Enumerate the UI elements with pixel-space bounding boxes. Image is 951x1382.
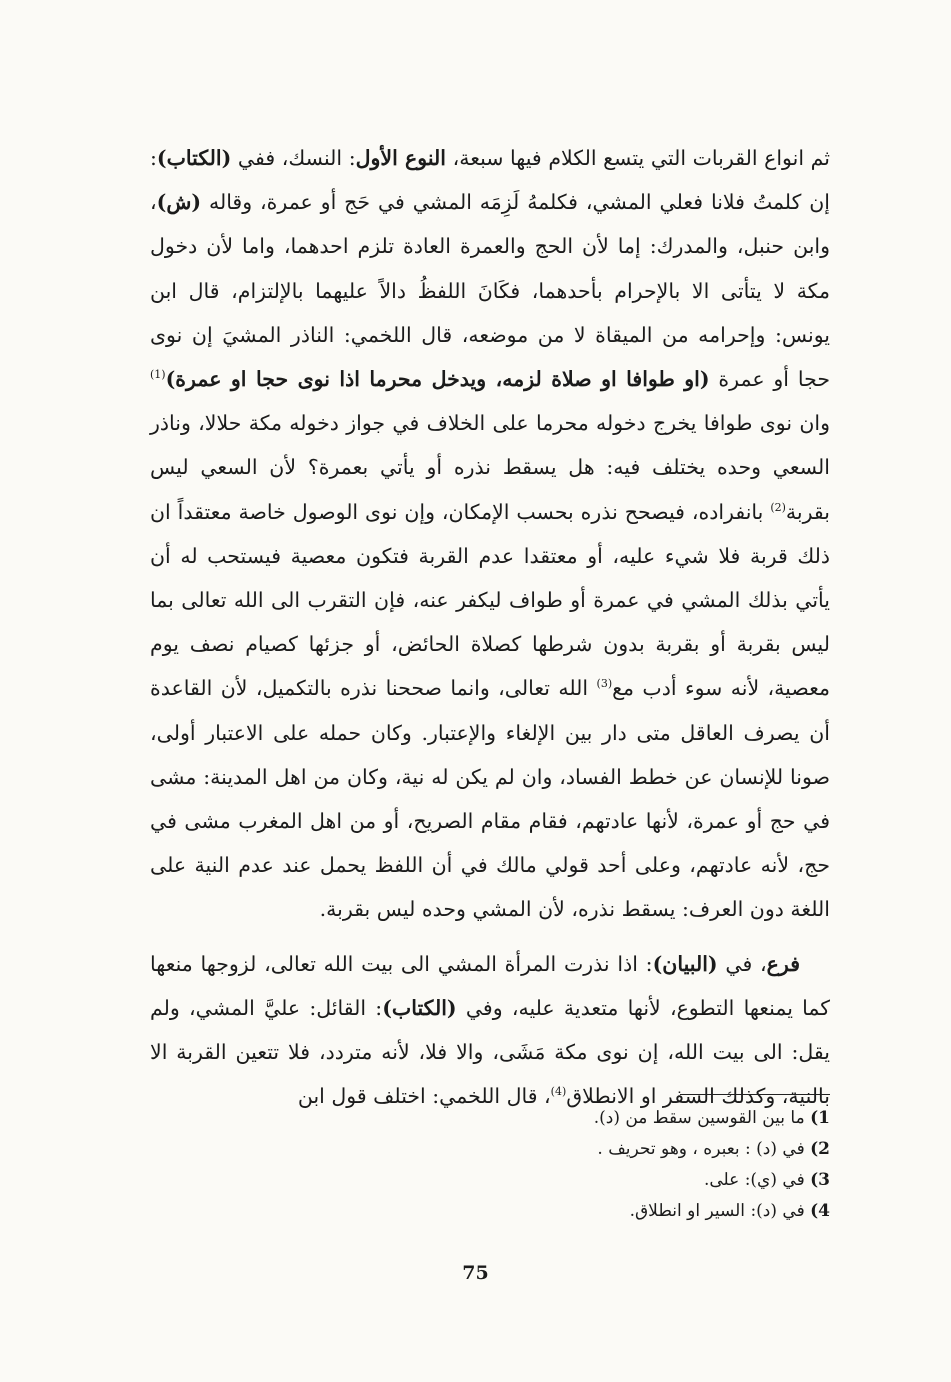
footnote-text: في (ي): على.: [703, 1170, 805, 1190]
text-run: : اذا نذرت المرأة المشي الى بيت الله تعالى، لزوجها منعها كما يمنعها التطوع، لأنها متعدية عليه، وفي: [150, 951, 830, 1020]
footnote-text: في (د) : بعبره ، وهو تحريف .: [597, 1139, 805, 1159]
text-run: ثم انواع القربات التي يتسع الكلام فيها سبعة،: [445, 146, 830, 170]
text-run: وان نوى طوافا يخرج دخوله محرما على الخلاف في جواز دخوله مكة حلالا، وناذر السعي وحده يختلف فيه: هل يسقط نذره أو يأتي بعمرة؟ لأن السعي ليس بقربة: [150, 411, 830, 524]
footnote-number: 1): [810, 1108, 830, 1128]
bold-source-ref: (الكتاب): [156, 146, 232, 170]
paragraph-1: [150, 136, 830, 932]
text-run: ، وابن حنبل، والمدرك: إما لأن الحج والعمرة العادة تلزم احدهما، واما لأن دخول مكة لا يتأتى الا بالإحرام بأحدهما، فكَانَ اللفظُ دالاً عليهما بالإلتزام، قال ابن يونس: وإحرامه من الميقاة لا من موضعه، قال اللخمي: الناذر المشيَ إن نوى حجا أو عمرة: [150, 190, 831, 392]
bold-quote: (او طوافا او صلاة لزمه، ويدخل محرما اذا نوى حجا او عمرة): [165, 367, 710, 392]
footnote-3: [300, 1165, 830, 1196]
text-run: : القائل: عليَّ المشي، ولم يقل: الى بيت الله، إن نوى مكة مَشَى، والا فلا، لأنه متردد، فلا تتعين القربة الا بالنية، وكذلك السفر او الانطلاق: [150, 995, 830, 1109]
footnotes: [300, 1103, 830, 1227]
footnote-1: [300, 1103, 830, 1134]
text-run: بانفراده، فيصحح نذره بحسب الإمكان، وإن نوى الوصول خاصة معتقداً ان ذلك قربة فلا شيء عليه، أو معتقدا عدم القربة فتكون معصية فيستحب له أن يأتي بذلك المشي في عمرة أو طواف ليكفر عنه، فإن التقرب الى الله تعالى بما ليس بقربة أو بقربة بدون شرطها كصلاة الحائض، أو جزئها كصيام نصف يوم معصية، لأنه سوء أدب مع: [150, 499, 830, 701]
footnote-4: [300, 1196, 830, 1227]
footnote-divider: [680, 1094, 830, 1095]
page-number: 75: [462, 1262, 489, 1284]
bold-heading: النوع الأول: [355, 146, 446, 170]
footnote-text: ما بين القوسين سقط من (د).: [593, 1108, 805, 1128]
bold-source-ref: (الكتاب): [382, 995, 457, 1020]
footnote-marker: (1): [150, 368, 166, 382]
paragraph-2: [150, 942, 830, 1119]
footnote-marker: (3): [596, 677, 613, 691]
bold-heading: فرع: [766, 951, 800, 976]
footnote-text: في (د): السير او انطلاق.: [629, 1201, 805, 1221]
footnote-marker: (2): [770, 500, 786, 514]
text-run: ، في: [717, 951, 767, 976]
main-text: [150, 136, 830, 1118]
text-run: : النسك، ففي: [231, 146, 356, 170]
text-run: : إن كلمتُ فلانا فعلي المشي، فكلمهُ لَزِمَه المشي في حَج أو عمرة، وقاله: [150, 146, 830, 215]
footnote-number: 2): [810, 1139, 830, 1159]
bold-source-ref: (البيان): [652, 951, 718, 976]
footnote-number: 3): [810, 1170, 830, 1190]
footnote-marker: (4): [550, 1085, 567, 1099]
bold-source-ref: (ش): [156, 190, 202, 215]
footnote-number: 4): [810, 1201, 830, 1221]
text-run: ، قال اللخمي: اختلف قول ابن: [297, 1084, 551, 1109]
footnote-2: [300, 1134, 830, 1165]
text-run: الله تعالى، وانما صححنا نذره بالتكميل، لأن القاعدة أن يصرف العاقل متى دار بين الإلغاء والإعتبار. وكان حمله على الاعتبار أولى، صونا للإنسان عن خطط الفساد، وان لم يكن له نية، وكان من اهل المدينة: مشى في حج أو عمرة، لأنها عادتهم، فقام مقام الصريح، أو من اهل المغرب مشى في حج، لأنه عادتهم، وعلى أحد قولي مالك في أن اللفظ يحمل عند عدم النية على اللغة دون العرف: يسقط نذره، لأن المشي وحده ليس بقربة.: [150, 676, 830, 922]
